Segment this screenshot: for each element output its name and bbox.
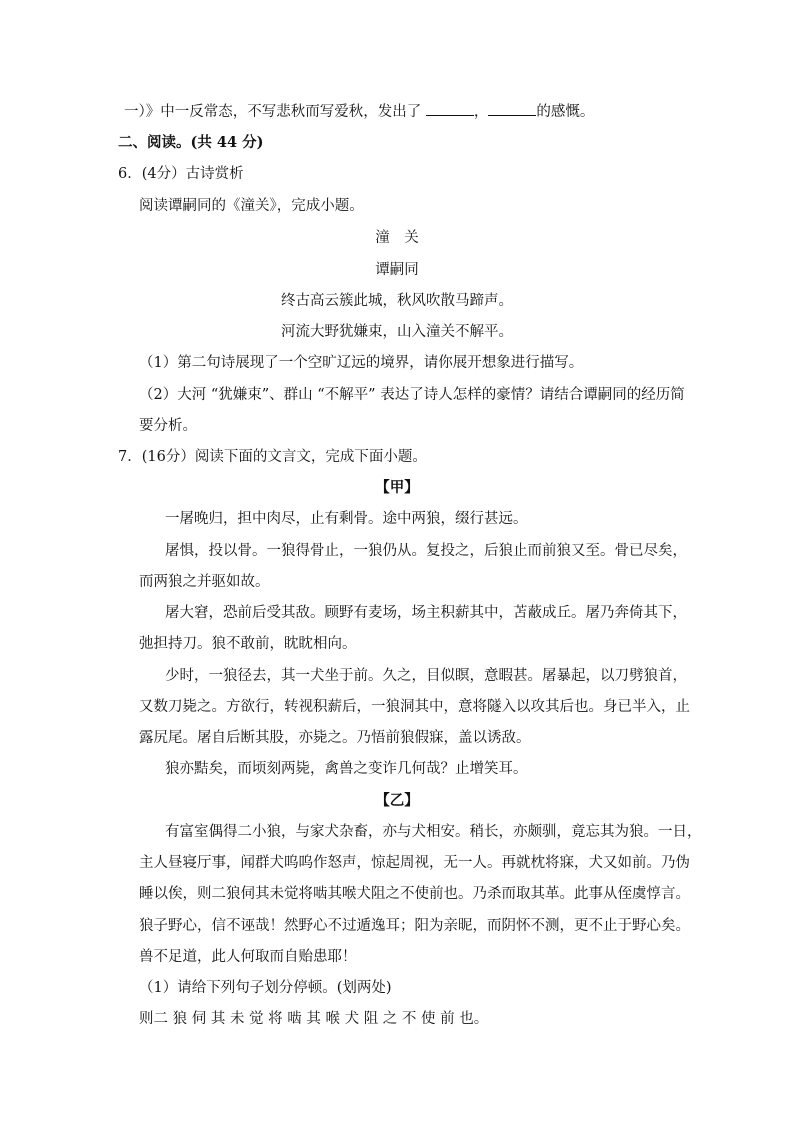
passage-jia-line: 弛担持刀。狼不敢前，眈眈相向。 — [139, 636, 357, 652]
question-6-sub-1: （1）第二句诗展现了一个空旷辽远的境界，请你展开想象进行描写。 — [139, 355, 584, 371]
question-7-heading: 7．(16分）阅读下面的文言文，完成下面小题。 — [118, 449, 427, 465]
passage-yi-line: 狼子野心，信不诬哉！然野心不过遁逸耳；阳为亲昵，而阴怀不测，更不止于野心矣。 — [139, 918, 690, 934]
question-6-sub-2: （2）大河 “犹嫌束”、群山 “不解平” 表达了诗人怎样的豪情？请结合谭嗣同的经历简 — [139, 387, 685, 403]
poem-title: 潼 关 — [375, 230, 419, 246]
passage-jia-line: 屠大窘，恐前后受其敌。顾野有麦场，场主积薪其中，苫蔽成丘。屠乃奔倚其下， — [165, 605, 687, 621]
passage-jia-line: 少时，一狼径去，其一犬坐于前。久之，目似瞑，意暇甚。屠暴起，以刀劈狼首， — [165, 668, 687, 684]
answer-blank-2[interactable] — [488, 102, 536, 116]
passage-yi-label: 【乙】 — [375, 792, 419, 809]
answer-blank-1[interactable] — [426, 102, 474, 116]
section-heading-reading: 二、阅读。(共 44 分) — [118, 134, 264, 151]
question-6-heading: 6．(4分）古诗赏析 — [118, 166, 244, 182]
passage-jia-label: 【甲】 — [375, 479, 419, 496]
poem-author: 谭嗣同 — [375, 262, 419, 278]
passage-jia-line: 露尻尾。屠自后断其股，亦毙之。乃悟前狼假寐，盖以诱敌。 — [139, 730, 531, 746]
question-7-sub-1: （1）请给下列句子划分停顿。(划两处) — [139, 980, 392, 996]
poem-line-1: 终古高云簇此城，秋风吹散马蹄声。 — [281, 293, 513, 309]
passage-yi-line: 有富室偶得二小狼，与家犬杂畜，亦与犬相安。稍长，亦颇驯，竟忘其为狼。一日， — [165, 824, 702, 840]
passage-jia-line: 而两狼之并驱如故。 — [139, 574, 270, 590]
fill-blank-comma: ， — [473, 104, 489, 120]
question-6-intro: 阅读谭嗣同的《潼关》，完成小题。 — [139, 198, 364, 214]
fill-blank-line — [124, 102, 594, 122]
poem-line-2: 河流大野犹嫌束，山入潼关不解平。 — [281, 324, 513, 340]
passage-jia-line: 又数刀毙之。方欲行，转视积薪后，一狼洞其中，意将隧入以攻其后也。身已半入，止 — [139, 699, 690, 715]
passage-jia-line: 一屠晚归，担中肉尽，止有剩骨。途中两狼，缀行甚远。 — [165, 511, 528, 527]
fill-blank-text: 一）》中一反常态，不写悲秋而写爱秋，发出了 — [124, 104, 422, 120]
passage-jia-line: 狼亦黠矣，而顷刻两毙，禽兽之变诈几何哉？止增笑耳。 — [165, 761, 528, 777]
fill-blank-tail: 的感慨。 — [536, 104, 595, 120]
passage-yi-line: 兽不足道，此人何取而自贻患耶！ — [139, 949, 357, 965]
passage-yi-line: 主人昼寝厅事，闻群犬呜呜作怒声，惊起周视，无一人。再就枕将寐，犬又如前。乃伪 — [139, 855, 690, 871]
passage-yi-line: 睡以俟，则二狼伺其未觉将啮其喉犬阻之不使前也。乃杀而取其革。此事从侄虞惇言。 — [139, 886, 690, 902]
passage-jia-line: 屠惧，投以骨。一狼得骨止，一狼仍从。复投之，后狼止而前狼又至。骨已尽矣， — [165, 543, 687, 559]
question-6-sub-2-cont: 要分析。 — [139, 418, 197, 434]
pause-sentence: 则二 狼 伺 其 未 觉 将 啮 其 喉 犬 阻 之 不 使 前 也。 — [139, 1011, 489, 1027]
